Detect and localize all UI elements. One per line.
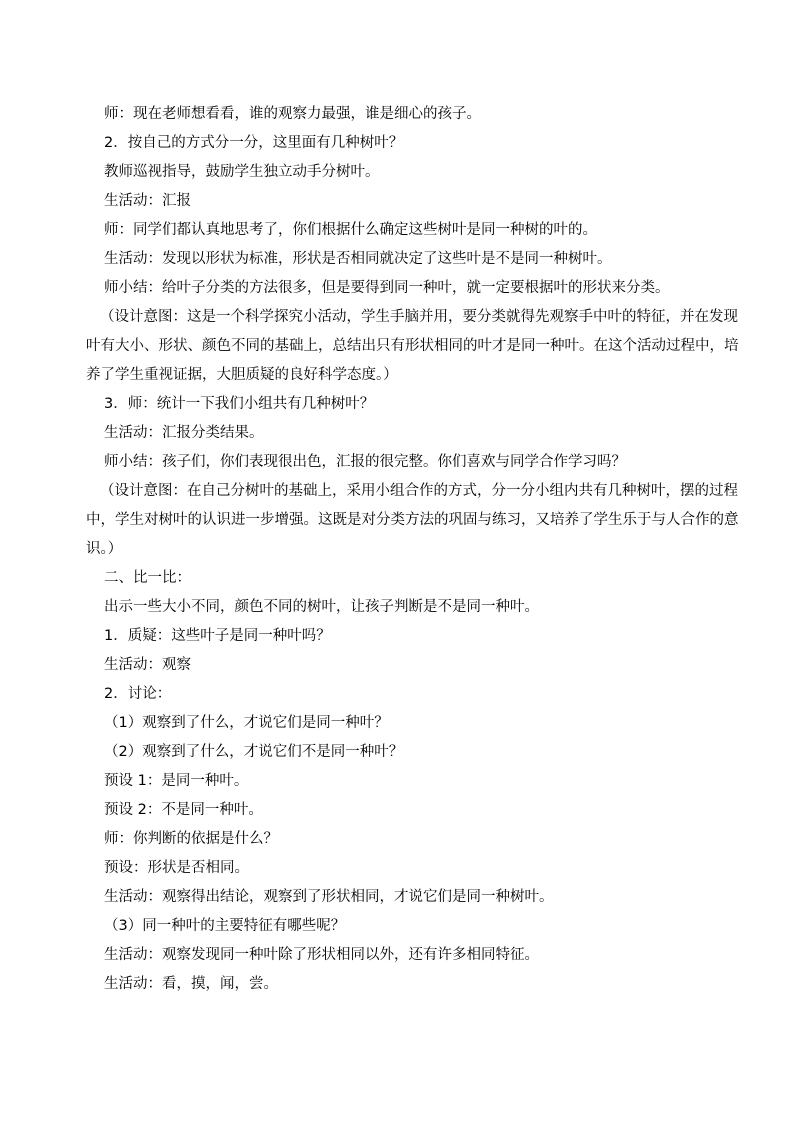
paragraph-27: 生活动：看，摸，闻，尝。 xyxy=(104,976,278,992)
paragraph-21: 预设 2：不是同一种叶。 xyxy=(104,802,263,818)
paragraph-22: 师：你判断的依据是什么？ xyxy=(104,831,278,847)
paragraph-14: 出示一些大小不同，颜色不同的树叶，让孩子判断是不是同一种叶。 xyxy=(104,599,539,615)
paragraph-17: 2．讨论： xyxy=(104,686,172,702)
paragraph-3: 教师巡视指导，鼓励学生独立动手分树叶。 xyxy=(104,164,380,180)
paragraph-5: 师：同学们都认真地思考了，你们根据什么确定这些树叶是同一种树的叶的。 xyxy=(104,222,597,238)
paragraph-4: 生活动：汇报 xyxy=(104,193,191,209)
paragraph-15: 1．质疑：这些叶子是同一种叶吗？ xyxy=(104,628,331,644)
paragraph-11: 师小结：孩子们，你们表现很出色，汇报的很完整。你们喜欢与同学合作学习吗？ xyxy=(104,454,626,470)
paragraph-20: 预设 1：是同一种叶。 xyxy=(104,773,249,789)
paragraph-19: （2）观察到了什么，才说它们不是同一种叶？ xyxy=(104,744,404,760)
paragraph-9: 3．师：统计一下我们小组共有几种树叶？ xyxy=(104,396,375,412)
document-body xyxy=(86,100,744,999)
paragraph-1: 师：现在老师想看看，谁的观察力最强，谁是细心的孩子。 xyxy=(104,106,481,122)
paragraph-24: 生活动：观察得出结论，观察到了形状相同，才说它们是同一种树叶。 xyxy=(104,889,554,905)
design-intent-note-1: （设计意图：这是一个科学探究小活动，学生手脑并用，要分类就得先观察手中叶的特征，并在发现叶有大小、形状、颜色不同的基础上，总结出只有形状相同的叶才是同一种叶。在这个活动过程中，培养了学生重视证据，大胆质疑的良好科学态度。） xyxy=(86,309,739,383)
paragraph-2: 2．按自己的方式分一分，这里面有几种树叶？ xyxy=(104,135,404,151)
paragraph-25: （3）同一种叶的主要特征有哪些呢？ xyxy=(104,918,346,934)
paragraph-23: 预设：形状是否相同。 xyxy=(104,860,249,876)
paragraph-18: （1）观察到了什么，才说它们是同一种叶？ xyxy=(104,715,389,731)
paragraph-7: 师小结：给叶子分类的方法很多，但是要得到同一种叶，就一定要根据叶的形状来分类。 xyxy=(104,280,670,296)
section-heading-compare: 二、比一比： xyxy=(104,570,191,586)
paragraph-16: 生活动：观察 xyxy=(104,657,191,673)
design-intent-note-2: （设计意图：在自己分树叶的基础上，采用小组合作的方式，分一分小组内共有几种树叶，摆的过程中，学生对树叶的认识进一步增强。这既是对分类方法的巩固与练习，又培养了学生乐于与人合作的意识。） xyxy=(86,483,739,557)
paragraph-6: 生活动：发现以形状为标准，形状是否相同就决定了这些叶是不是同一种树叶。 xyxy=(104,251,612,267)
paragraph-10: 生活动：汇报分类结果。 xyxy=(104,425,264,441)
paragraph-26: 生活动：观察发现同一种叶除了形状相同以外，还有许多相同特征。 xyxy=(104,947,539,963)
